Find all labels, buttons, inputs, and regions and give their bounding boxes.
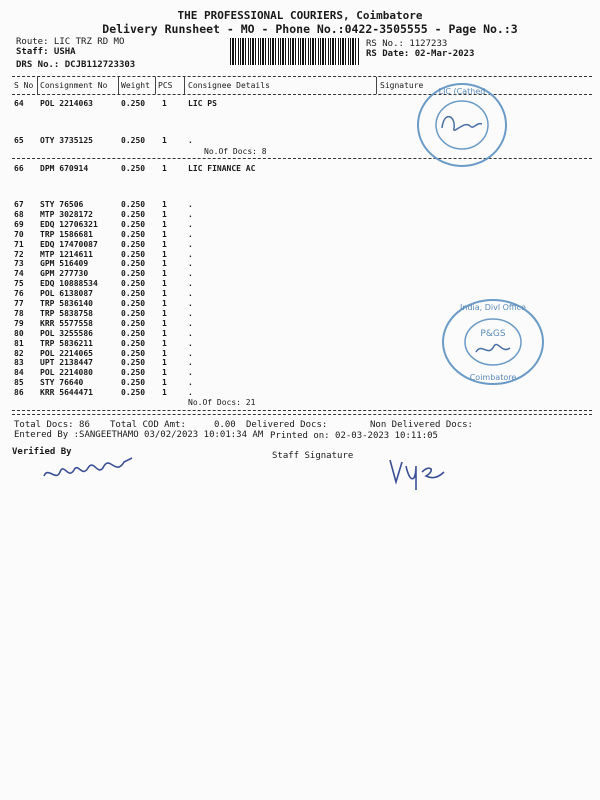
total-docs: Total Docs: 86 [14,420,90,430]
row-pcs: 1 [162,249,167,259]
row-sno: 68 [14,209,24,219]
row-consignment: DPM 670914 [40,164,89,173]
col-header-consignee: Consignee Details [188,81,270,90]
non-delivered-docs: Non Delivered Docs: [370,420,473,430]
row-sno: 65 [14,136,24,145]
table-row [0,279,600,289]
row-weight: 0.250 [121,388,146,398]
row-sno: 64 [14,99,24,108]
row-weight: 0.250 [121,136,146,145]
row-sno: 86 [14,388,24,398]
row-pcs: 1 [162,368,167,378]
row-pcs: 1 [162,99,167,108]
row-consignee: . [188,299,193,308]
row-sno: 76 [14,289,24,299]
row-weight: 0.250 [121,308,146,318]
row-consignment: STY 76640 [40,378,84,388]
row-consignee: . [188,388,193,398]
row-consignment: MTP 1214611 [40,249,93,259]
row-sno: 66 [14,164,24,173]
col-header-signature: Signature [380,81,424,90]
row-sno: 77 [14,299,24,308]
table-row [0,230,600,240]
row-consignment: POL 2214063 [40,99,93,108]
row-weight: 0.250 [121,209,146,219]
row-pcs: 1 [162,229,167,239]
drs-number: DRS No.: DCJB112723303 [16,60,136,70]
page-title: THE PROFESSIONAL COURIERS, Coimbatore [177,9,423,22]
row-consignment: STY 76506 [40,200,84,209]
row-weight: 0.250 [121,299,146,308]
row-consignment: GPM 277730 [40,269,89,279]
row-consignment: OTY 3735125 [40,136,93,145]
barcode [230,38,360,65]
row-consignee: . [188,308,193,318]
row-sno: 72 [14,249,24,259]
row-sno: 85 [14,378,24,388]
row-sno: 81 [14,338,24,348]
row-weight: 0.250 [121,368,146,378]
col-header-weight: Weight [121,81,150,90]
total-cod-label: Total COD Amt: [110,420,186,430]
row-pcs: 1 [162,338,167,348]
rs-date: RS Date: 02-Mar-2023 [366,49,475,59]
group-doc-count: No.Of Docs: 8 [204,147,267,156]
verifier-signature [38,448,138,488]
row-consignee: . [188,289,193,299]
row-weight: 0.250 [121,279,146,289]
divider [12,76,592,77]
row-consignee: . [188,279,193,289]
table-header [0,81,600,91]
row-consignment: EDQ 17470087 [40,239,98,249]
row-sno: 70 [14,229,24,239]
group-doc-count: No.Of Docs: 21 [188,398,256,407]
row-pcs: 1 [162,259,167,269]
delivered-docs: Delivered Docs: [246,420,328,430]
staff-signature-label: Staff Signature [272,451,354,461]
table-row [0,240,600,250]
row-sno: 84 [14,368,24,378]
table-row [0,200,600,210]
row-pcs: 1 [162,279,167,289]
divider [12,410,592,411]
row-pcs: 1 [162,328,167,338]
total-cod-amount: 0.00 [214,420,236,430]
row-sno: 78 [14,308,24,318]
row-pcs: 1 [162,388,167,398]
table-row [0,259,600,269]
route-label: Route: LIC TRZ RD MO [16,37,125,47]
row-consignee: . [188,249,193,259]
table-row [0,136,600,146]
row-consignee: . [188,338,193,348]
row-pcs: 1 [162,378,167,388]
table-row [0,220,600,230]
row-pcs: 1 [162,358,167,368]
row-pcs: 1 [162,136,167,145]
row-consignee: . [188,239,193,249]
row-consignment: KRR 5577558 [40,318,93,328]
row-pcs: 1 [162,219,167,229]
col-header-pcs: PCS [158,81,173,90]
row-consignment: KRR 5644471 [40,388,93,398]
rs-number: RS No.: 1127233 [366,39,448,49]
staff-label: Staff: USHA [16,47,76,57]
row-pcs: 1 [162,164,167,173]
row-sno: 67 [14,200,24,209]
row-pcs: 1 [162,239,167,249]
row-pcs: 1 [162,200,167,209]
row-weight: 0.250 [121,328,146,338]
row-weight: 0.250 [121,164,146,173]
row-weight: 0.250 [121,358,146,368]
row-weight: 0.250 [121,229,146,239]
row-weight: 0.250 [121,378,146,388]
row-consignment: POL 2214065 [40,348,93,358]
row-pcs: 1 [162,299,167,308]
row-pcs: 1 [162,269,167,279]
row-sno: 73 [14,259,24,269]
row-weight: 0.250 [121,348,146,358]
row-pcs: 1 [162,348,167,358]
row-consignment: MTP 3028172 [40,209,93,219]
row-sno: 79 [14,318,24,328]
row-weight: 0.250 [121,239,146,249]
svg-text:LIC (Cathed: LIC (Cathed [438,87,486,96]
row-consignee: . [188,348,193,358]
runsheet-subtitle: Delivery Runsheet - MO - Phone No.:0422-3505555 - Page No.:3 [102,22,518,36]
row-consignee: . [188,219,193,229]
row-sno: 71 [14,239,24,249]
row-consignee: . [188,136,193,145]
row-consignment: TRP 5836140 [40,299,93,308]
row-weight: 0.250 [121,99,146,108]
row-consignee: . [188,378,193,388]
row-consignment: TRP 5838758 [40,308,93,318]
row-weight: 0.250 [121,289,146,299]
row-consignment: TRP 1586681 [40,229,93,239]
row-consignment: EDQ 12706321 [40,219,98,229]
table-row [0,250,600,260]
row-consignee: . [188,229,193,239]
row-consignee: LIC PS [188,99,217,108]
row-sno: 75 [14,279,24,289]
row-sno: 69 [14,219,24,229]
row-weight: 0.250 [121,219,146,229]
row-consignee: . [188,368,193,378]
col-header-sno: S No [14,81,34,90]
row-pcs: 1 [162,308,167,318]
row-consignee: . [188,259,193,269]
row-consignment: EDQ 10888534 [40,279,98,289]
verified-by-label: Verified By [12,447,72,457]
row-consignee: . [188,328,193,338]
row-pcs: 1 [162,209,167,219]
row-consignee: . [188,269,193,279]
row-consignment: POL 2214080 [40,368,93,378]
svg-text:Coimbatore: Coimbatore [469,373,517,382]
office-stamp-bottom [438,296,548,388]
row-weight: 0.250 [121,249,146,259]
row-weight: 0.250 [121,200,146,209]
divider [12,414,592,415]
table-row [0,210,600,220]
row-pcs: 1 [162,318,167,328]
entered-by: Entered By :SANGEETHAMO 03/02/2023 10:01:34 AM [14,430,264,440]
row-weight: 0.250 [121,318,146,328]
row-consignment: UPT 2138447 [40,358,93,368]
table-row [0,269,600,279]
col-header-consignment: Consignment No [40,81,108,90]
row-consignee: . [188,358,193,368]
table-row [0,164,600,174]
row-sno: 82 [14,348,24,358]
row-consignee: . [188,209,193,219]
row-weight: 0.250 [121,338,146,348]
table-row [0,99,600,109]
table-row [0,388,600,398]
printed-on: Printed on: 02-03-2023 10:11:05 [270,431,438,441]
office-stamp-top [414,80,510,170]
row-sno: 74 [14,269,24,279]
row-pcs: 1 [162,289,167,299]
staff-signature [386,452,446,492]
svg-text:P&GS: P&GS [480,329,506,339]
row-consignee: . [188,318,193,328]
row-weight: 0.250 [121,259,146,269]
row-consignee: LIC FINANCE AC [188,164,256,173]
row-consignment: POL 3255586 [40,328,93,338]
row-weight: 0.250 [121,269,146,279]
row-sno: 83 [14,358,24,368]
svg-text:India, Divl Office: India, Divl Office [460,303,526,312]
row-sno: 80 [14,328,24,338]
row-consignee: . [188,200,193,209]
row-consignment: TRP 5836211 [40,338,93,348]
row-consignment: POL 6138087 [40,289,93,299]
row-consignment: GPM 516409 [40,259,89,269]
